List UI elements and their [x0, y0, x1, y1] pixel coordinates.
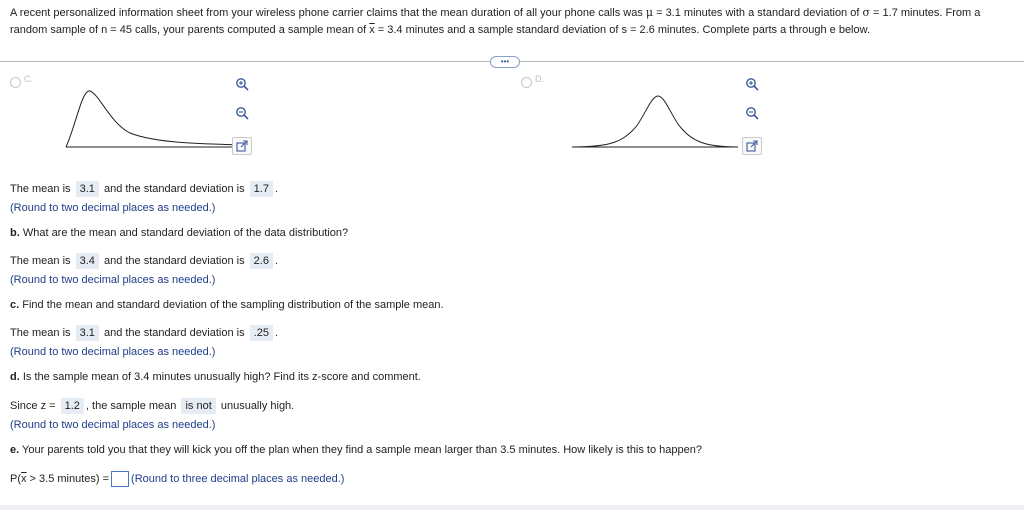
part-a-mean-answer[interactable]: 3.1 [76, 181, 99, 197]
part-c-answer-line [10, 325, 278, 341]
part-c-label: c. [10, 299, 20, 311]
answer-prefix: Since z = [10, 400, 56, 412]
popout-button-c[interactable] [232, 137, 252, 155]
part-a-answer-line [10, 181, 278, 197]
part-c-mean-answer[interactable]: 3.1 [76, 325, 99, 341]
part-d-z-answer[interactable]: 1.2 [61, 398, 84, 414]
answer-prefix: The mean is [10, 327, 71, 339]
part-b-question-text: What are the mean and standard deviation of the data distribution? [19, 227, 349, 239]
part-d-question [10, 371, 421, 383]
xbar-symbol: $\overline{x}$ [21, 472, 27, 485]
popout-button-d[interactable] [742, 137, 762, 155]
part-d-hint: (Round to two decimal places as needed.) [10, 419, 216, 431]
part-a-sd-answer[interactable]: 1.7 [250, 181, 273, 197]
problem-statement [10, 4, 1015, 39]
part-b-question [10, 227, 348, 239]
xbar-symbol: $\overline{x}$ [369, 24, 375, 36]
answer-prefix: The mean is [10, 255, 71, 267]
more-button[interactable]: ••• [490, 56, 520, 68]
problem-text-4: = 3.4 minutes and a sample standard deviation of s = 2.6 minutes. Complete parts a through e below. [374, 24, 871, 36]
bottom-scroll-area [0, 505, 1024, 510]
part-c-question [10, 299, 444, 311]
part-d-answer-line [10, 398, 294, 414]
answer-end: unusually high. [220, 400, 295, 412]
part-b-hint: (Round to two decimal places as needed.) [10, 274, 216, 286]
option-d-label: D. [535, 74, 544, 84]
answer-end: . [274, 255, 279, 267]
part-b-mean-answer[interactable]: 3.4 [76, 253, 99, 269]
normal-distribution-graph [570, 90, 740, 152]
answer-mid-text: and the standard deviation is [103, 327, 245, 339]
part-e-hint: (Round to three decimal places as needed.) [131, 472, 345, 485]
part-d-label: d. [10, 371, 20, 383]
answer-mid-text: and the standard deviation is [103, 255, 245, 267]
popout-icon [236, 140, 248, 152]
skewed-distribution-graph [60, 85, 250, 155]
part-e-question [10, 444, 702, 456]
part-e-question-text: Your parents told you that they will kick you off the plan when they find a sample mean larger than 3.5 minutes. How likely is this to happen? [19, 444, 702, 456]
answer-prefix: The mean is [10, 183, 71, 195]
zoom-out-button-d[interactable] [743, 105, 761, 121]
part-b-answer-line [10, 253, 278, 269]
magnifier-plus-icon [235, 77, 249, 91]
part-b-sd-answer[interactable]: 2.6 [250, 253, 273, 269]
part-c-hint: (Round to two decimal places as needed.) [10, 346, 216, 358]
popout-icon [746, 140, 758, 152]
part-e-probability-input[interactable] [111, 471, 129, 487]
part-d-question-text: Is the sample mean of 3.4 minutes unusually high? Find its z-score and comment. [19, 371, 421, 383]
magnifier-minus-icon [235, 106, 249, 120]
zoom-in-button-c[interactable] [233, 76, 251, 92]
option-c-radio[interactable] [10, 77, 21, 88]
prob-prefix: P( [10, 472, 21, 485]
mu-symbol: μ [645, 6, 654, 19]
part-b-label: b. [10, 227, 20, 239]
prob-suffix: > 3.5 minutes) = [26, 472, 110, 485]
part-c-question-text: Find the mean and standard deviation of the sampling distribution of the sample mean. [19, 299, 444, 311]
part-e-label: e. [10, 444, 20, 456]
answer-end: . [274, 327, 279, 339]
answer-mid-text: , the sample mean [85, 400, 177, 412]
problem-text-1: A recent personalized information sheet from your wireless phone carrier claims that the mean duration of all your phone calls was [10, 7, 646, 19]
part-a-hint: (Round to two decimal places as needed.) [10, 202, 216, 214]
magnifier-minus-icon [745, 106, 759, 120]
zoom-out-button-c[interactable] [233, 105, 251, 121]
problem-text-3: = 1.7 minutes. From a random sample of n = 45 calls, your parents computed a sample mean of [10, 7, 981, 36]
part-e-answer-line [10, 471, 344, 487]
zoom-in-button-d[interactable] [743, 76, 761, 92]
part-d-verdict-dropdown[interactable]: is not [181, 398, 215, 414]
option-c-label: C. [24, 74, 33, 84]
sigma-symbol: σ [862, 6, 870, 19]
part-c-sd-answer[interactable]: .25 [250, 325, 273, 341]
magnifier-plus-icon [745, 77, 759, 91]
problem-text-2: = 3.1 minutes with a standard deviation of [653, 7, 863, 19]
answer-end: . [274, 183, 279, 195]
answer-mid-text: and the standard deviation is [103, 183, 245, 195]
option-d-radio[interactable] [521, 77, 532, 88]
